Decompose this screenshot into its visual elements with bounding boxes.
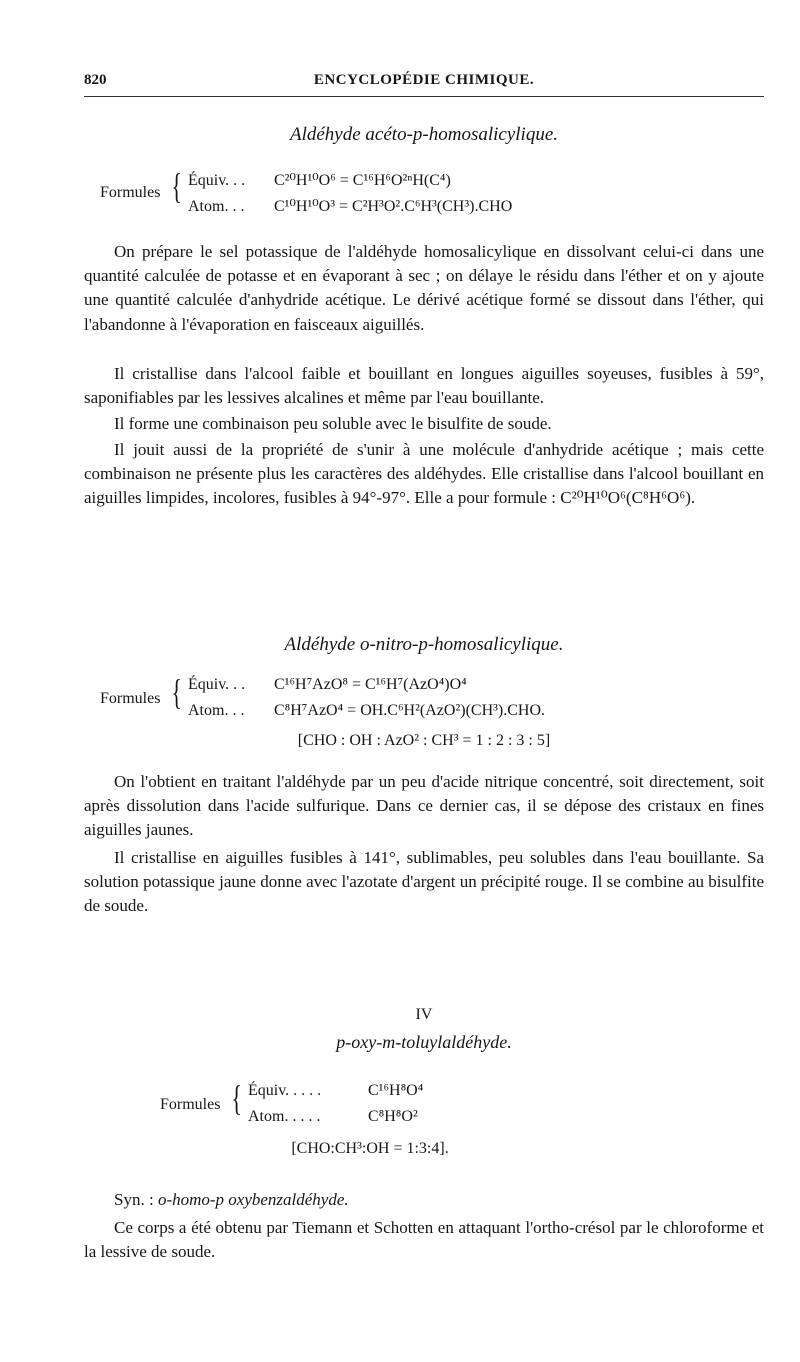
formula-key: Atom. . . [188,198,245,215]
formula-value: C²⁰H¹⁰O⁶ = C¹⁶H⁶O²ⁿH(C⁴) [274,172,451,189]
page-number: 820 [84,72,107,88]
formula-value: C⁸H⁸O² [368,1108,418,1125]
formula-row-atom [248,1108,418,1126]
formula-key: Équiv. . . [188,676,246,693]
formula-key: Équiv. . . . . [248,1082,322,1099]
formula-value: C¹⁶H⁸O⁴ [368,1082,424,1099]
paragraph: Il cristallise dans l'alcool faible et bouillant en longues aiguilles soyeuses, fusibles à 59°, saponifiables par les lessives alcalines et même par l'eau bouillante. [84,364,764,408]
formula-row-atom [188,196,512,216]
paragraph: On prépare le sel potassique de l'aldéhyde homosalicylique en dissolvant celui-ci dans une quantité calculée de potasse et en évaporant à sec ; on délaye le résidu dans l'éther et on y ajoute une quantité calculée d'anhydride acétique. Le dérivé acétique formé se dissout dans l'éther, qui l'abandonne à l'évaporation en faisceaux aiguillés. [84,242,764,334]
formula-block-2 [100,672,760,736]
section-number: IV [415,1006,433,1023]
brace-icon: { [231,1078,242,1118]
formula-key: Équiv. . . [188,172,246,189]
paragraph: Il cristallise en aiguilles fusibles à 141°, sublimables, peu solubles dans l'eau bouillante. Sa solution potassique jaune donne avec l'azotate d'argent un précipité rouge. Il se combine au bisulfite de soude. [84,848,764,916]
formula-value: C¹⁰H¹⁰O³ = C²H³O².C⁶H³(CH³).CHO [274,198,513,215]
formula-value: C⁸H⁷AzO⁴ = OH.C⁶H²(AzO²)(CH³).CHO. [274,702,546,719]
ratio-line: [CHO : OH : AzO² : CH³ = 1 : 2 : 3 : 5] [297,732,551,749]
formula-row-equiv [248,1082,423,1100]
formula-key: Atom. . . . . [248,1108,321,1125]
formula-row-equiv [188,676,467,694]
brace-icon: { [171,166,182,206]
paragraph: Il forme une combinaison peu soluble avec le bisulfite de soude. [114,414,552,433]
formula-row-atom [188,702,545,720]
formula-key: Atom. . . [188,702,245,719]
section-title-toluyl: p-oxy-m-toluylaldéhyde. [336,1032,512,1052]
running-title: ENCYCLOPÉDIE CHIMIQUE. [313,72,535,88]
paragraph: On l'obtient en traitant l'aldéhyde par un peu d'acide nitrique concentré, soit directement, soit après dissolution dans l'acide sulfurique. Dans ce dernier cas, il se dépose des cristaux en fines aiguilles jaunes. [84,772,764,840]
formula-block-3 [160,1078,720,1142]
section-title-acetyl: Aldéhyde acéto-p-homosalicylique. [289,124,558,145]
formula-row-equiv [188,170,451,190]
synonym-value: o-homo-p oxybenzaldéhyde. [157,1190,349,1209]
synonym-line [114,1190,349,1210]
section-title-nitro: Aldéhyde o-nitro-p-homosalicylique. [284,634,564,655]
ratio-line: [CHO:CH³:OH = 1:3:4]. [291,1140,449,1157]
brace-icon: { [171,672,182,712]
header-rule [84,96,764,97]
formula-block-1 [100,166,760,230]
paragraph: Ce corps a été obtenu par Tiemann et Schotten en attaquant l'ortho-crésol par le chloroforme et la lessive de soude. [84,1218,764,1262]
formulas-label: Formules [160,1096,221,1113]
synonym-label: Syn. : [114,1190,154,1209]
formulas-label: Formules [100,690,161,707]
formula-value: C¹⁶H⁷AzO⁸ = C¹⁶H⁷(AzO⁴)O⁴ [274,676,467,693]
formulas-label: Formules [100,184,161,201]
page-header [84,72,764,96]
paragraph: Il jouit aussi de la propriété de s'unir à une molécule d'anhydride acétique ; mais cette combinaison ne présente plus les caractères des aldéhydes. Elle cristallise dans l'alcool bouillant en aiguilles limpides, incolores, fusibles à 94°-97°. Elle a pour formule : C²⁰H¹⁰O⁶(C⁸H⁶O⁶). [84,440,764,508]
